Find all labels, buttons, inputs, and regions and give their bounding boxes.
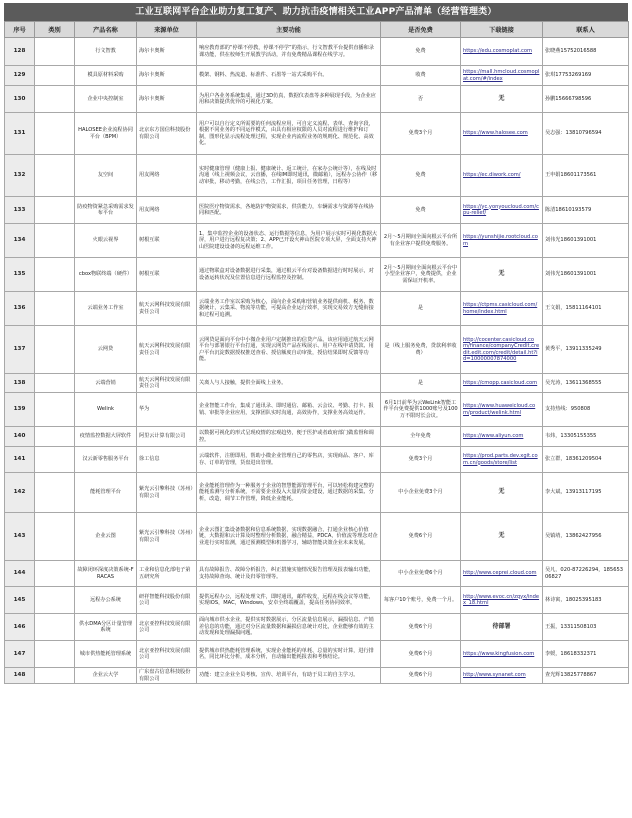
row-contact: 张晓燕15752016588: [543, 38, 629, 66]
row-product-name: 企业云图: [75, 513, 137, 561]
row-source-org: 徐工信息: [137, 447, 197, 473]
row-source-org: 用友网络: [137, 197, 197, 224]
table-row: [5, 66, 629, 86]
row-category: [35, 197, 75, 224]
row-main-function: 关离人与人接触，提供全面线上业务。: [197, 374, 381, 393]
row-download-link[interactable]: http://www.ceprei.cloud.com: [461, 561, 543, 587]
row-seq: 140: [5, 427, 35, 447]
table-row: [5, 197, 629, 224]
header-contact: 联系人: [543, 22, 629, 38]
row-product-name: 云网贷: [75, 326, 137, 374]
row-seq: 139: [5, 393, 35, 427]
row-main-function: 云端软件，注册即用，帮助小微企业管理自己的零售店，实现商品、客户、库存、订单的管理，货盘进出管理。: [197, 447, 381, 473]
row-free: 收费: [381, 66, 461, 86]
row-free: 免费: [381, 197, 461, 224]
row-main-function: 企业云图汇集设备数据和信息系统数据，实现数据融合，打通企业核心价值链，大数据和云计算及时整理分析数据，融合精益，PDCA，价值流等理念对企业进行实时监测，通过预测模型和机器学习，辅助智能决策企业未来发展。: [197, 513, 381, 561]
row-contact: 李媛，18618332371: [543, 641, 629, 668]
row-product-name: 模具原材料采购: [75, 66, 137, 86]
row-category: [35, 614, 75, 641]
table-row: [5, 155, 629, 197]
row-download-link: 无: [461, 86, 543, 113]
row-main-function: 模架、钢料、热流道、标准件、石墨等一站式采购平台。: [197, 66, 381, 86]
row-free: 免费3个月: [381, 447, 461, 473]
row-free: 免费: [381, 38, 461, 66]
row-seq: 135: [5, 258, 35, 292]
row-free: 6月1日前华为云WeLink智能工作平台免费提供1000账号及100万不限时长会议。: [381, 393, 461, 427]
row-contact: 李大斌，13913117195: [543, 473, 629, 513]
row-download-link[interactable]: https://edu.cosmoplat.com: [461, 38, 543, 66]
row-contact: 吴志强：13810796594: [543, 113, 629, 155]
row-contact: 黄秀平，13911335249: [543, 326, 629, 374]
row-source-org: 航天云网科技发展有限责任公司: [137, 292, 197, 326]
row-source-org: 工业和信息化部电子第五研究所: [137, 561, 197, 587]
row-product-name: 云端营销: [75, 374, 137, 393]
row-free: 中小企业免费3个月: [381, 473, 461, 513]
row-seq: 144: [5, 561, 35, 587]
row-seq: 131: [5, 113, 35, 155]
table-row: [5, 513, 629, 561]
row-free: 是: [381, 292, 461, 326]
row-contact: 张琪17753269169: [543, 66, 629, 86]
row-free: 免费6个月: [381, 641, 461, 668]
row-seq: 141: [5, 447, 35, 473]
row-product-name: 故障闭环深度决策系统-FRACAS: [75, 561, 137, 587]
table-row: [5, 447, 629, 473]
table-row: [5, 668, 629, 684]
row-main-function: 功能：建立企业全员考核、宣传、培训平台，有助于员工的自主学习。: [197, 668, 381, 684]
row-product-name: 火眼云视界: [75, 224, 137, 258]
row-category: [35, 473, 75, 513]
row-free: 每客户10个账号，免费一个月。: [381, 587, 461, 614]
row-category: [35, 513, 75, 561]
row-contact: 支持热线：950808: [543, 393, 629, 427]
row-category: [35, 393, 75, 427]
row-free: 2月～5月期间全面向根云平台所有企业客户提供免费服务。: [381, 224, 461, 258]
row-seq: 147: [5, 641, 35, 668]
row-product-name: 城市供热能耗管理系统: [75, 641, 137, 668]
table-row: [5, 641, 629, 668]
row-download-link[interactable]: https://www.kingfusion.com: [461, 641, 543, 668]
row-contact: 查光辉13825778867: [543, 668, 629, 684]
table-row: [5, 258, 629, 292]
row-product-name: 疫情监控数据大屏软件: [75, 427, 137, 447]
row-category: [35, 587, 75, 614]
row-download-link[interactable]: https://mall.hmcloud.cosmoplat.com/#/index: [461, 66, 543, 86]
row-free: 中小企业免费6个月: [381, 561, 461, 587]
row-source-org: 航天云网科技发展有限责任公司: [137, 374, 197, 393]
row-free: 否: [381, 86, 461, 113]
table-row: [5, 561, 629, 587]
row-seq: 146: [5, 614, 35, 641]
row-seq: 132: [5, 155, 35, 197]
row-category: [35, 66, 75, 86]
row-source-org: 华为: [137, 393, 197, 427]
row-download-link[interactable]: http://www.evoc.cn/zqyx/index_18.html: [461, 587, 543, 614]
header-seq: 序号: [5, 22, 35, 38]
row-contact: 刘伟光18601391001: [543, 224, 629, 258]
row-main-function: 提供远程办公，远程处理文件，即时通讯，邮件收发，远程在线会议等功能，实现IOS，MAC，Windows，安卓全终端覆盖，提高任务协同效率。: [197, 587, 381, 614]
row-free: 全年免费: [381, 427, 461, 447]
sheet-title: 工业互联网平台企业助力复工复产、助力抗击疫情相关工业APP产品清单（经营管理类）: [4, 3, 628, 21]
row-main-function: 以数据可视化的形式呈现疫情的宏观趋势，便于医护或者政府部门做监督和调控。: [197, 427, 381, 447]
row-download-link: 待部署: [461, 614, 543, 641]
row-main-function: 面向城市供水企业，提供实时数据展示，分区流量信息展示，漏损信息、产销差信息的功能，通过对分区流量数据和漏损信息统计对比，企业能够有效的主动发现和处理漏损问题。: [197, 614, 381, 641]
row-free: 免费: [381, 155, 461, 197]
row-download-link[interactable]: https://cmopp.casicloud.com: [461, 374, 543, 393]
row-product-name: Welink: [75, 393, 137, 427]
row-product-name: 汉云新零售服务平台: [75, 447, 137, 473]
table-row: [5, 473, 629, 513]
row-contact: 韦炜，13305155355: [543, 427, 629, 447]
row-main-function: 响应教育部的“停课不停教，停课不停学”的指示，行文智教平台提供直播和录课功能，供在校师生开展教学活动，并有免费精品课程在线学习。: [197, 38, 381, 66]
row-product-name: 企业中央控制室: [75, 86, 137, 113]
row-category: [35, 427, 75, 447]
table-row: [5, 292, 629, 326]
row-download-link[interactable]: https://yunshijie.rootcloud.com: [461, 224, 543, 258]
header-product-name: 产品名称: [75, 22, 137, 38]
table-body: [5, 38, 629, 684]
row-main-function: 云网贷是面向平台中小微企业用户定制推出的信贷产品。该应用通过航天云网平台与部署银行平台打通，实现云网贷产品在线展示、用户在线申请贷款、用户平台沉淀数据授权推送查看、授信额度自动审批，授信结果即时反馈等功能。: [197, 326, 381, 374]
row-category: [35, 86, 75, 113]
table-row: [5, 587, 629, 614]
row-category: [35, 113, 75, 155]
row-product-name: 行文智教: [75, 38, 137, 66]
row-contact: 王振，13311508103: [543, 614, 629, 641]
row-contact: 王申娟18601173561: [543, 155, 629, 197]
row-source-org: 北京亚控科技发展有限公司: [137, 641, 197, 668]
row-source-org: 海尔卡奥斯: [137, 66, 197, 86]
table-row: [5, 393, 629, 427]
row-main-function: 医院医疗物资需求，各地防护物资需求，供货能力，车辆需求与资源等在线协同和匹配。: [197, 197, 381, 224]
row-download-link[interactable]: https://www.huaweicloud.com/product/welink.html: [461, 393, 543, 427]
row-category: [35, 374, 75, 393]
row-download-link[interactable]: https://prod.parts.dev.xgit.com.cn/goods/store/list: [461, 447, 543, 473]
row-seq: 129: [5, 66, 35, 86]
row-category: [35, 668, 75, 684]
row-seq: 128: [5, 38, 35, 66]
row-product-name: 企业云大学: [75, 668, 137, 684]
row-source-org: 紫光云引擎科技（苏州）有限公司: [137, 513, 197, 561]
row-download-link[interactable]: https://ctpms.casicloud.com/home/index.html: [461, 292, 543, 326]
table-row: [5, 614, 629, 641]
row-product-name: 远程办公系统: [75, 587, 137, 614]
row-source-org: 航天云网科技发展有限责任公司: [137, 326, 197, 374]
header-download-link: 下载链接: [461, 22, 543, 38]
row-free: 免费3个月: [381, 113, 461, 155]
row-seq: 134: [5, 224, 35, 258]
row-download-link[interactable]: https://ec.diwork.com/: [461, 155, 543, 197]
row-seq: 136: [5, 292, 35, 326]
row-main-function: 为用户各业务系统集成，通过3D仿真，数据仪表盘等多种展现手段，为企业应用和决策提供优异的可视化方案。: [197, 86, 381, 113]
row-seq: 137: [5, 326, 35, 374]
row-seq: 143: [5, 513, 35, 561]
product-table: [4, 21, 629, 684]
header-row: [5, 22, 629, 38]
row-category: [35, 561, 75, 587]
row-contact: 刘伟光18601391001: [543, 258, 629, 292]
row-free: 免费6个月: [381, 668, 461, 684]
table-row: [5, 427, 629, 447]
row-main-function: 企业智能工作台，集成了通讯录、即时通信、邮箱、云会议、考勤、打卡、报销、审批等企业应用，支撑团队实时沟通，高效协作，支撑业务高效运作。: [197, 393, 381, 427]
row-source-org: 树根互联: [137, 224, 197, 258]
row-product-name: HALOSEE企业流程协同平台（BPM）: [75, 113, 137, 155]
row-contact: 吴镇靖，13862427956: [543, 513, 629, 561]
row-category: [35, 155, 75, 197]
row-free: 是: [381, 374, 461, 393]
header-free: 是否免费: [381, 22, 461, 38]
row-contact: 吴光涛，13611368555: [543, 374, 629, 393]
row-category: [35, 292, 75, 326]
row-source-org: 北京东方国信科技股份有限公司: [137, 113, 197, 155]
row-download-link[interactable]: http://www.synanet.com: [461, 668, 543, 684]
table-row: [5, 326, 629, 374]
row-category: [35, 224, 75, 258]
row-main-function: 用户可以自行定义所需要的任何流程应用，可自定义流程、表单、查询字段，根据不同业务的不同运作模式，由具有相应权限的人员对流程进行维护和订制，图形化显示流程处理过程，实现企业内流程业务的规则化、规范化、高效化。: [197, 113, 381, 155]
row-contact: 张立群，18361209504: [543, 447, 629, 473]
row-seq: 148: [5, 668, 35, 684]
table-row: [5, 224, 629, 258]
row-free: 2月～5月期间全面向根云平台中小型企业客户，免费提供，企业需保证开机率。: [381, 258, 461, 292]
row-category: [35, 326, 75, 374]
row-seq: 138: [5, 374, 35, 393]
row-seq: 142: [5, 473, 35, 513]
table-row: [5, 374, 629, 393]
row-source-org: 北京亚控科技发展有限公司: [137, 614, 197, 641]
row-product-name: 云端业务工作室: [75, 292, 137, 326]
row-download-link[interactable]: https://www.halosee.com: [461, 113, 543, 155]
row-product-name: 能耗管理平台: [75, 473, 137, 513]
header-main-function: 主要功能: [197, 22, 381, 38]
row-contact: 吴凡，020-87226294，18565306827: [543, 561, 629, 587]
row-download-link: 无: [461, 258, 543, 292]
row-source-org: 树根互联: [137, 258, 197, 292]
row-download-link[interactable]: https://www.aliyun.com: [461, 427, 543, 447]
row-main-function: 企业能耗管理作为一种服务于企业的智慧能源管理平台，可以轻松构建完整的能耗监测与分析系统，不需要企业投入大量的资金建设，通过数据的采集、分析，改造，调节工作管理，降低企业能耗。: [197, 473, 381, 513]
row-free: 免费6个月: [381, 513, 461, 561]
row-main-function: 实时健康管理（健康上报、健康统计、返工统计，在家办公统计等），在线及时沟通（线上视频会议，云直播，在线IM即时通讯，微邮箱），远程办公协作（移动审批，移动考勤，在线公告，工作汇报，项目任务管理，日程等）: [197, 155, 381, 197]
row-category: [35, 447, 75, 473]
row-contact: 孙鹏15666798596: [543, 86, 629, 113]
row-category: [35, 38, 75, 66]
row-source-org: 阿里云计算有限公司: [137, 427, 197, 447]
row-main-function: 通过物联盒对设备数据进行采集，通过根云平台对设备数据进行时时展示，对设备运转状况及位置信息进行远程监控及控制。: [197, 258, 381, 292]
row-main-function: 云端业务工作室以采购为核心，面向企业采购和营销业务提供商机、税务、数据统计，云集采、物流等功能，可提高企业运行效率，实现交易效方无缝衔接和过程可追溯。: [197, 292, 381, 326]
product-list-sheet: [4, 3, 628, 684]
table-row: [5, 113, 629, 155]
row-download-link: 无: [461, 513, 543, 561]
row-seq: 130: [5, 86, 35, 113]
row-download-link[interactable]: http://cocenter.casicloud.com/finance/companyCredit.credit.edit.com/credit/detail.ht?id=10000007874000: [461, 326, 543, 374]
row-source-org: 用友网络: [137, 155, 197, 197]
row-source-org: 海尔卡奥斯: [137, 38, 197, 66]
row-download-link[interactable]: https://yc.yonyoucloud.com/cpu-relief/: [461, 197, 543, 224]
row-download-link: 无: [461, 473, 543, 513]
row-source-org: 研祥智能科技股份有限公司: [137, 587, 197, 614]
row-free: 免费6个月: [381, 614, 461, 641]
header-category: 类别: [35, 22, 75, 38]
row-contact: 陈清18610193579: [543, 197, 629, 224]
table-row: [5, 86, 629, 113]
row-source-org: 广东盘古信息科技股份有限公司: [137, 668, 197, 684]
row-seq: 133: [5, 197, 35, 224]
row-free: 是（线上服务免费，贷款利率收费）: [381, 326, 461, 374]
row-product-name: 友空间: [75, 155, 137, 197]
row-contact: 林诗寓，18025395183: [543, 587, 629, 614]
row-main-function: 提供城市供热能耗管理系统，实现企业能耗的单耗、总量的实时计算，进行排名，同比环比分析，成本分析，自动输出能耗报表和考核结论。: [197, 641, 381, 668]
table-row: [5, 38, 629, 66]
header-source-org: 来源单位: [137, 22, 197, 38]
row-product-name: cbox物联终端（硬件）: [75, 258, 137, 292]
row-product-name: 供水DMA分区计量管理系统: [75, 614, 137, 641]
row-contact: 王文娟，15811164101: [543, 292, 629, 326]
row-product-name: 防疫物资紧急采购需求发布平台: [75, 197, 137, 224]
row-main-function: 具有故障报告、故障分析报告，纠正措施实施情况报告管理及报表输出功能，支持故障查询、统计及归零管理等。: [197, 561, 381, 587]
row-source-org: 紫光云引擎科技（苏州）有限公司: [137, 473, 197, 513]
row-source-org: 海尔卡奥斯: [137, 86, 197, 113]
row-seq: 145: [5, 587, 35, 614]
row-category: [35, 258, 75, 292]
row-main-function: 1、集中监控企业的设备状态、运行数据等信息，为用户展示实时可视化数据大屏，用户进行远程复决策；2、APP已开设火神山医院专项大屏，全面支持火神山医院建设设备的远程运维工作。: [197, 224, 381, 258]
row-category: [35, 641, 75, 668]
